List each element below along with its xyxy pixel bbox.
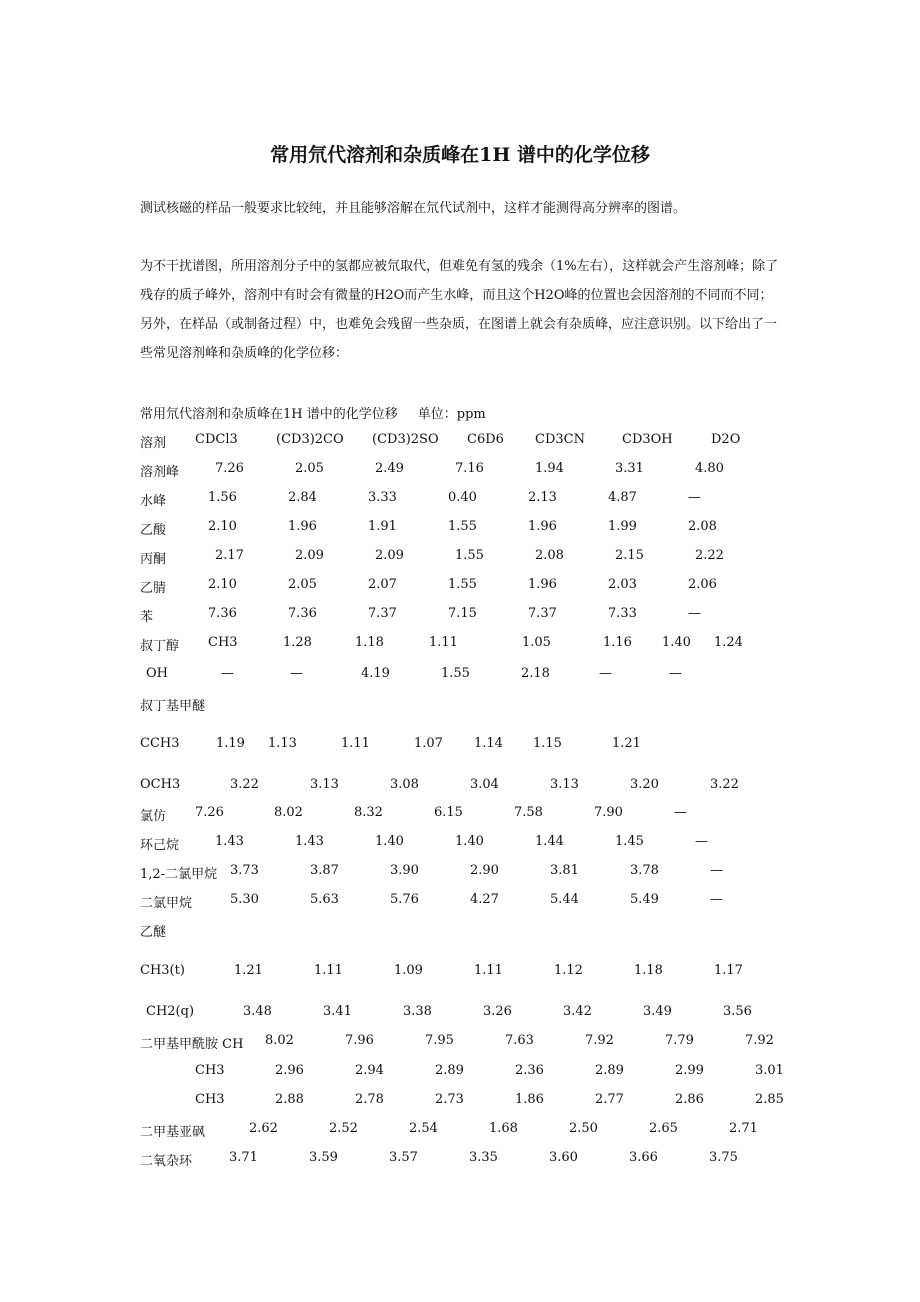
table-cell: 7.92 (585, 1033, 614, 1048)
table-row (0, 1150, 920, 1172)
table-row (0, 1092, 920, 1114)
table-cell: 1.55 (448, 519, 477, 534)
table-cell: 7.26 (195, 805, 224, 820)
table-cell: 1.21 (234, 963, 263, 978)
table-cell: 2.54 (409, 1121, 438, 1136)
table-cell: 3.60 (549, 1150, 578, 1165)
table-caption-text: 常用氘代溶剂和杂质峰在1H 谱中的化学位移 (140, 407, 398, 422)
table-cell: 4.80 (695, 461, 724, 476)
table-cell: 4.27 (470, 892, 499, 907)
table-cell: 2.10 (208, 519, 237, 534)
table-cell: 二甲基亚砜 (140, 1125, 206, 1140)
table-cell: 7.79 (665, 1033, 694, 1048)
table-cell: 7.37 (528, 606, 557, 621)
table-cell: 7.26 (215, 461, 244, 476)
table-cell: 二氧杂环 (140, 1154, 193, 1169)
table-row (0, 963, 920, 985)
table-cell: 7.95 (425, 1033, 454, 1048)
intro-paragraph: 测试核磁的样品一般要求比较纯，并且能够溶解在氘代试剂中，这样才能测得高分辨率的图谱。 (140, 201, 687, 216)
table-cell: 5.49 (630, 892, 659, 907)
table-cell: 2.50 (569, 1121, 598, 1136)
table-cell: 1.40 (375, 834, 404, 849)
table-cell: 1.91 (368, 519, 397, 534)
table-cell: 2.09 (375, 548, 404, 563)
table-cell: 3.22 (230, 777, 259, 792)
table-cell: — (688, 606, 701, 621)
table-cell: 苯 (140, 610, 154, 625)
table-row (0, 1063, 920, 1085)
table-cell: 7.16 (455, 461, 484, 476)
table-cell: 7.63 (505, 1033, 534, 1048)
table-cell: 二甲基甲酰胺 CH (140, 1037, 244, 1052)
table-row (0, 577, 920, 599)
table-cell: 1.99 (608, 519, 637, 534)
table-cell: 1.14 (474, 736, 503, 751)
table-cell: 1.28 (283, 635, 312, 650)
table-header-cell: CD3OH (622, 432, 673, 447)
table-cell: 7.96 (345, 1033, 374, 1048)
table-cell: 2.18 (521, 666, 550, 681)
table-cell: CCH3 (140, 736, 180, 751)
table-cell: 3.38 (403, 1004, 432, 1019)
table-cell: 3.20 (630, 777, 659, 792)
table-cell: 1.07 (414, 736, 443, 751)
table-group-label-row (0, 921, 920, 943)
table-cell: 3.31 (615, 461, 644, 476)
table-cell: 2.71 (729, 1121, 758, 1136)
table-cell: 2.36 (515, 1063, 544, 1078)
table-cell: 乙腈 (140, 581, 167, 596)
table-cell: 2.84 (288, 490, 317, 505)
table-cell: 2.13 (528, 490, 557, 505)
table-cell: 4.87 (608, 490, 637, 505)
table-cell: 1.55 (455, 548, 484, 563)
table-cell: 2.09 (295, 548, 324, 563)
table-cell: 3.90 (390, 863, 419, 878)
table-cell: — (221, 666, 234, 681)
table-cell: 1.56 (208, 490, 237, 505)
table-cell: 1.18 (634, 963, 663, 978)
table-cell: 3.01 (755, 1063, 784, 1078)
table-row (0, 635, 920, 657)
table-header-cell: C6D6 (467, 432, 504, 447)
table-cell: 氯仿 (140, 809, 167, 824)
table-cell: 1,2-二氯甲烷 (140, 867, 218, 882)
table-row (0, 736, 920, 758)
table-cell: 3.75 (709, 1150, 738, 1165)
table-cell: 2.22 (695, 548, 724, 563)
table-cell: CH2(q) (146, 1004, 195, 1019)
document-title: 常用氘代溶剂和杂质峰在1H 谱中的化学位移 (270, 144, 650, 166)
table-cell: 5.63 (310, 892, 339, 907)
table-cell: 1.21 (612, 736, 641, 751)
table-cell: 3.59 (309, 1150, 338, 1165)
table-cell: 1.09 (394, 963, 423, 978)
table-cell: 3.04 (470, 777, 499, 792)
table-group-label-row (0, 695, 920, 717)
table-cell: 2.05 (295, 461, 324, 476)
table-cell: 3.13 (550, 777, 579, 792)
table-cell: 3.73 (230, 863, 259, 878)
table-cell: 2.89 (435, 1063, 464, 1078)
table-cell: 2.52 (329, 1121, 358, 1136)
table-cell: 6.15 (434, 805, 463, 820)
table-cell: 3.49 (643, 1004, 672, 1019)
table-cell: 1.15 (533, 736, 562, 751)
table-cell: — (710, 892, 723, 907)
table-header-cell: (CD3)2CO (276, 432, 344, 447)
table-cell: 2.10 (208, 577, 237, 592)
table-row (0, 519, 920, 541)
table-cell: 3.56 (723, 1004, 752, 1019)
table-cell: — (290, 666, 303, 681)
table-cell: 2.90 (470, 863, 499, 878)
table-cell: 7.33 (608, 606, 637, 621)
table-cell: 1.44 (535, 834, 564, 849)
table-cell: 3.08 (390, 777, 419, 792)
table-cell: 3.33 (368, 490, 397, 505)
table-row (0, 834, 920, 856)
table-cell: 7.90 (594, 805, 623, 820)
table-cell: 7.36 (288, 606, 317, 621)
table-cell: 8.32 (354, 805, 383, 820)
table-cell: 2.17 (215, 548, 244, 563)
table-cell: 1.05 (522, 635, 551, 650)
table-cell: 3.42 (563, 1004, 592, 1019)
table-header-cell: 溶剂 (140, 436, 167, 451)
table-cell: 2.99 (675, 1063, 704, 1078)
table-cell: 4.19 (361, 666, 390, 681)
table-row (0, 1033, 920, 1055)
table-cell: 2.89 (595, 1063, 624, 1078)
table-cell: 3.35 (469, 1150, 498, 1165)
table-cell: 1.55 (441, 666, 470, 681)
table-cell: 1.96 (528, 577, 557, 592)
table-cell: — (695, 834, 708, 849)
table-cell: 1.96 (528, 519, 557, 534)
table-cell: 7.36 (208, 606, 237, 621)
table-cell: 2.15 (615, 548, 644, 563)
table-header-cell: CD3CN (535, 432, 585, 447)
table-cell: 7.58 (514, 805, 543, 820)
table-cell: 溶剂峰 (140, 465, 180, 480)
table-cell: 1.24 (714, 635, 743, 650)
table-cell: 水峰 (140, 494, 167, 509)
table-cell: 1.96 (288, 519, 317, 534)
table-cell: — (669, 666, 682, 681)
table-row (0, 1004, 920, 1026)
table-cell: 2.78 (355, 1092, 384, 1107)
table-unit: 单位：ppm (417, 407, 486, 422)
table-cell: 乙酸 (140, 523, 167, 538)
table-row (0, 805, 920, 827)
table-cell: — (688, 490, 701, 505)
table-cell: 2.77 (595, 1092, 624, 1107)
table-cell: 5.44 (550, 892, 579, 907)
table-cell: 2.73 (435, 1092, 464, 1107)
table-row (0, 548, 920, 570)
table-cell: 3.22 (710, 777, 739, 792)
table-cell: CH3(t) (140, 963, 185, 978)
table-cell: 3.57 (389, 1150, 418, 1165)
table-cell: — (599, 666, 612, 681)
table-cell: 2.49 (375, 461, 404, 476)
table-cell: 3.48 (243, 1004, 272, 1019)
table-cell: 丙酮 (140, 552, 167, 567)
table-row (0, 490, 920, 512)
table-cell: 3.78 (630, 863, 659, 878)
table-cell: 3.26 (483, 1004, 512, 1019)
table-cell: 1.43 (295, 834, 324, 849)
table-cell: 7.92 (745, 1033, 774, 1048)
table-cell: 1.18 (355, 635, 384, 650)
table-cell: 1.43 (215, 834, 244, 849)
table-cell: 3.66 (629, 1150, 658, 1165)
table-cell: 3.87 (310, 863, 339, 878)
table-cell: 7.37 (368, 606, 397, 621)
table-cell: 2.05 (288, 577, 317, 592)
table-caption (140, 403, 486, 422)
table-row (0, 606, 920, 628)
table-header-row (0, 432, 920, 454)
table-cell: OH (146, 666, 168, 681)
solvent-explanation-paragraph: 为不干扰谱图，所用溶剂分子中的氢都应被氘取代，但难免有氢的残余（1%左右），这样就会产生溶剂峰；除了残存的质子峰外，溶剂中有时会有微量的H2O而产生水峰，而且这个H2O峰的位置也会因溶剂的不同而不同；另外，在样品（或制备过程）中，也难免会残留一些杂质，在图谱上就会有杂质峰，应注意识别。以下给出了一些常见溶剂峰和杂质峰的化学位移： (140, 259, 779, 361)
table-cell: CH3 (208, 635, 238, 650)
table-cell: 3.71 (229, 1150, 258, 1165)
table-cell: 1.17 (714, 963, 743, 978)
table-cell: 1.19 (216, 736, 245, 751)
table-cell: 2.65 (649, 1121, 678, 1136)
table-cell: 1.40 (455, 834, 484, 849)
table-cell: OCH3 (140, 777, 181, 792)
table-row (0, 461, 920, 483)
table-cell: 1.13 (268, 736, 297, 751)
table-cell: 5.76 (390, 892, 419, 907)
table-cell: 2.08 (535, 548, 564, 563)
table-row (0, 1121, 920, 1143)
table-cell: 1.16 (603, 635, 632, 650)
table-header-cell: CDCl3 (195, 432, 238, 447)
table-cell: 1.45 (615, 834, 644, 849)
table-cell: 乙醚 (140, 925, 167, 940)
table-cell: 2.03 (608, 577, 637, 592)
table-row (0, 892, 920, 914)
table-cell: 1.55 (448, 577, 477, 592)
table-cell: 8.02 (274, 805, 303, 820)
table-cell: 0.40 (448, 490, 477, 505)
table-cell: 5.30 (230, 892, 259, 907)
table-cell: 叔丁基甲醚 (140, 699, 206, 714)
table-cell: 1.11 (429, 635, 458, 650)
table-cell: — (710, 863, 723, 878)
table-cell: 3.81 (550, 863, 579, 878)
table-cell: 1.11 (341, 736, 370, 751)
table-header-cell: D2O (711, 432, 741, 447)
table-cell: 2.85 (755, 1092, 784, 1107)
table-header-cell: (CD3)2SO (372, 432, 439, 447)
table-cell: 二氯甲烷 (140, 896, 193, 911)
table-cell: CH3 (195, 1063, 225, 1078)
table-cell: 7.15 (448, 606, 477, 621)
table-row (0, 863, 920, 885)
table-cell: CH3 (195, 1092, 225, 1107)
table-cell: 2.96 (275, 1063, 304, 1078)
table-cell: 2.06 (688, 577, 717, 592)
table-cell: 3.41 (323, 1004, 352, 1019)
table-cell: 1.11 (314, 963, 343, 978)
table-cell: 3.13 (310, 777, 339, 792)
table-cell: 2.08 (688, 519, 717, 534)
table-cell: 2.86 (675, 1092, 704, 1107)
table-cell: 2.88 (275, 1092, 304, 1107)
table-cell: 1.94 (535, 461, 564, 476)
table-cell: 1.86 (515, 1092, 544, 1107)
table-cell: 1.11 (474, 963, 503, 978)
table-cell: 1.12 (554, 963, 583, 978)
table-cell: — (674, 805, 687, 820)
table-cell: 2.94 (355, 1063, 384, 1078)
table-cell: 8.02 (265, 1033, 294, 1048)
table-cell: 环己烷 (140, 838, 180, 853)
table-cell: 2.07 (368, 577, 397, 592)
table-row (0, 777, 920, 799)
table-cell: 2.62 (249, 1121, 278, 1136)
table-cell: 叔丁醇 (140, 639, 180, 654)
table-row (0, 666, 920, 688)
table-cell: 1.68 (489, 1121, 518, 1136)
table-cell: 1.40 (662, 635, 691, 650)
